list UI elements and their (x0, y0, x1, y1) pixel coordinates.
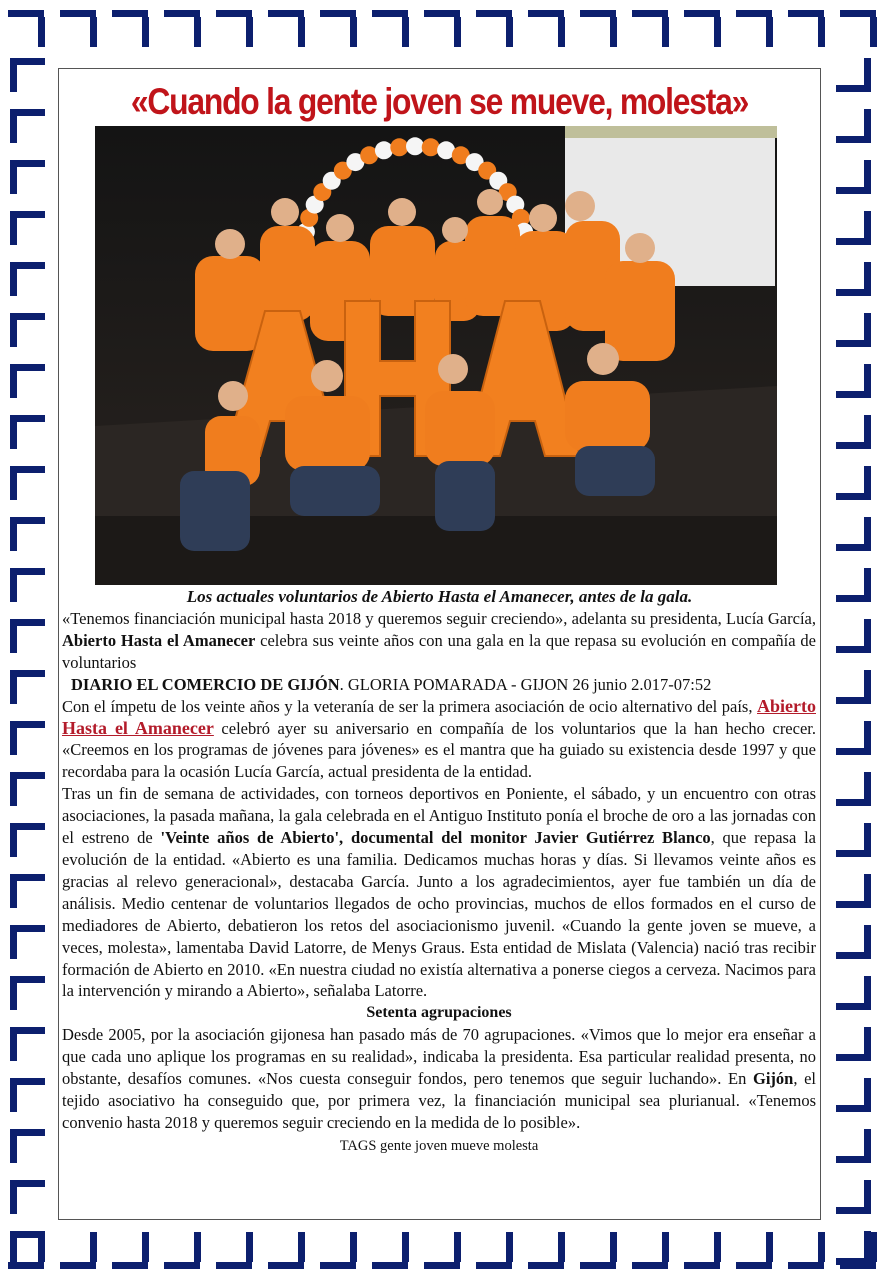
border-bar (17, 823, 45, 830)
org-link[interactable]: Abierto Hasta el Amanecer (62, 695, 816, 738)
border-bar (17, 1129, 45, 1136)
border-bar (558, 1232, 565, 1262)
border-bar (788, 10, 824, 17)
border-bar (836, 952, 864, 959)
border-bar (216, 10, 252, 17)
border-bar (818, 17, 825, 47)
border-bar (580, 10, 616, 17)
paragraph-1 (62, 696, 816, 784)
source-line (62, 674, 816, 696)
city-name: Gijón (752, 1069, 794, 1089)
border-bar (17, 1231, 45, 1238)
border-bar (350, 17, 357, 47)
border-bar (836, 646, 864, 653)
border-bar (112, 10, 148, 17)
border-bar (864, 1078, 871, 1112)
border-bar (17, 109, 45, 116)
paragraph-3-text-2: , el tejido asociativo ha conseguido que, por primera vez, la financiación municipal sea plurianual. «Tenemos convenio hasta 2018 y queremos seguir creciendo en la medida de lo posible». (62, 1069, 816, 1132)
border-bar (836, 340, 864, 347)
border-bar (836, 136, 864, 143)
border-bar (836, 850, 864, 857)
border-bar (90, 1232, 97, 1262)
border-bar (836, 1156, 864, 1163)
documentary-title: 'Veinte años de Abierto', documental del monitor Javier Gutiérrez Blanco (160, 828, 711, 848)
border-bar (864, 874, 871, 908)
border-bar (558, 17, 565, 47)
border-bar (298, 17, 305, 47)
border-bar (632, 1262, 668, 1269)
border-bar (528, 1262, 564, 1269)
border-bar (402, 17, 409, 47)
border-bar (836, 85, 864, 92)
border-bar (17, 874, 45, 881)
border-bar (17, 466, 45, 473)
border-bar (10, 1180, 17, 1214)
border-bar (864, 211, 871, 245)
border-bar (112, 1262, 148, 1269)
border-bar (864, 415, 871, 449)
border-bar (38, 17, 45, 47)
group-photo-icon (95, 126, 777, 585)
border-bar (836, 595, 864, 602)
border-bar (10, 364, 17, 398)
border-bar (372, 10, 408, 17)
border-bar (714, 17, 721, 47)
border-bar (10, 211, 17, 245)
border-bar (476, 1262, 512, 1269)
border-bar (864, 109, 871, 143)
border-bar (17, 670, 45, 677)
border-bar (17, 1078, 45, 1085)
border-bar (194, 17, 201, 47)
border-bar (788, 1262, 824, 1269)
border-bar (10, 568, 17, 602)
border-bar (836, 238, 864, 245)
border-bar (17, 568, 45, 575)
border-bar (17, 58, 45, 65)
border-bar (864, 262, 871, 296)
border-bar (10, 1027, 17, 1061)
paragraph-2-text-2: , que repasa la evolución de la entidad. «Abierto es una familia. Dedicamos muchas horas y días. Si llevamos veinte años es gracias al relevo generacional», destacaba García. Junto a los agradecimientos, ayer fue también un día de análisis. Medio centenar de voluntarios llegados de ocho provincias, muchos de ellos formados en el curso de mediadores de Abierto, debatieron los retos del asociacionismo juvenil. «Cuando la gente joven se mueve, a veces, molesta», lamentaba David Latorre, de Menys Graus. Esta entidad de Mislata (Valencia) nació tras recibir formación de Abierto en 2010. «En nuestra ciudad no existía alternativa a ponerse ciegos a cerveza. Nacimos para la intervención y mirando a Abierto», señalaba Latorre. (62, 828, 816, 1001)
border-bar (372, 1262, 408, 1269)
border-bar (17, 1027, 45, 1034)
border-bar (10, 1078, 17, 1112)
border-bar (142, 17, 149, 47)
border-bar (10, 925, 17, 959)
border-bar (714, 1232, 721, 1262)
paragraph-2 (62, 783, 816, 1002)
border-bar (320, 1262, 356, 1269)
border-bar (10, 58, 17, 92)
border-bar (17, 160, 45, 167)
border-bar (10, 874, 17, 908)
border-bar (298, 1232, 305, 1262)
border-bar (836, 748, 864, 755)
paragraph-1-text-1: Con el ímpetu de los veinte años y la veteranía de ser la primera asociación de ocio alternativo del país, (62, 696, 758, 716)
border-bar (864, 517, 871, 551)
border-bar (10, 823, 17, 857)
border-bar (864, 1180, 871, 1214)
border-bar (836, 799, 864, 806)
article-title: «Cuando la gente joven se mueve, molesta» (130, 81, 749, 122)
border-bar (836, 1105, 864, 1112)
border-bar (506, 17, 513, 47)
border-bar (10, 721, 17, 755)
border-bar (836, 187, 864, 194)
border-bar (864, 1231, 871, 1265)
border-bar (864, 670, 871, 704)
paragraph-1-text-2: celebró ayer su aniversario en compañía de los voluntarios que la han hecho crecer. «Creemos en los programas de jóvenes para jóvenes» es el mantra que ha guiado su existencia desde 1997 y que recordaba para la ocasión Lucía García, actual presidenta de la entidad. (62, 718, 816, 782)
border-bar (864, 58, 871, 92)
balloon (406, 137, 424, 155)
border-bar (864, 823, 871, 857)
border-bar (246, 1232, 253, 1262)
border-bar (454, 17, 461, 47)
border-bar (268, 10, 304, 17)
border-bar (17, 619, 45, 626)
border-bar (10, 976, 17, 1010)
border-bar (528, 10, 564, 17)
border-bar (402, 1232, 409, 1262)
border-bar (216, 1262, 252, 1269)
border-bar (268, 1262, 304, 1269)
border-bar (662, 1232, 669, 1262)
group-photo (95, 126, 777, 585)
border-bar (870, 17, 877, 47)
border-bar (90, 17, 97, 47)
border-bar (864, 313, 871, 347)
border-bar (320, 10, 356, 17)
tags-line: TAGS gente joven mueve molesta (339, 1137, 539, 1154)
border-bar (610, 17, 617, 47)
byline: . GLORIA POMARADA - GIJON 26 junio 2.017-07:52 (339, 674, 712, 694)
border-bar (10, 466, 17, 500)
border-bar (10, 619, 17, 653)
border-bar (424, 10, 460, 17)
border-bar (836, 697, 864, 704)
balloon (422, 138, 440, 156)
border-bar (506, 1232, 513, 1262)
border-bar (684, 10, 720, 17)
border-bar (864, 568, 871, 602)
border-bar (836, 544, 864, 551)
article-body (62, 608, 816, 1158)
border-bar (142, 1232, 149, 1262)
border-bar (17, 415, 45, 422)
border-bar (350, 1232, 357, 1262)
border-bar (818, 1232, 825, 1262)
photo-caption: Los actuales voluntarios de Abierto Hasta el Amanecer, antes de la gala. (186, 587, 693, 606)
border-bar (766, 1232, 773, 1262)
border-bar (10, 1129, 17, 1163)
newspaper-name: DIARIO EL COMERCIO DE GIJÓN (71, 674, 340, 694)
border-bar (17, 262, 45, 269)
border-bar (662, 17, 669, 47)
border-bar (864, 160, 871, 194)
paragraph-2-text-1: Tras un fin de semana de actividades, con torneos deportivos en Poniente, el sábado, y un encuentro con otras asociaciones, la pasada mañana, la gala celebrada en el Antiguo Instituto ponía el broche de oro a las jornadas con el estreno de (62, 784, 816, 848)
border-bar (684, 1262, 720, 1269)
border-bar (864, 925, 871, 959)
border-bar (10, 313, 17, 347)
border-bar (632, 10, 668, 17)
balloon (375, 141, 393, 159)
border-bar (17, 211, 45, 218)
border-bar (10, 160, 17, 194)
border-bar (766, 17, 773, 47)
border-bar (870, 1232, 877, 1262)
border-bar (836, 1003, 864, 1010)
paragraph-3-text-1: Desde 2005, por la asociación gijonesa han pasado más de 70 agrupaciones. «Vimos que lo mejor era enseñar a que cada uno aplique los programas en su realidad», indicaba la presidenta. Esa particular realidad presenta, no obstante, desafíos comunes. «Nos cuesta conseguir fondos, pero tenemos que seguir luchando». En (62, 1025, 816, 1089)
border-bar (840, 10, 876, 17)
border-bar (836, 442, 864, 449)
border-bar (10, 262, 17, 296)
paragraph-3 (62, 1024, 816, 1134)
border-bar (164, 1262, 200, 1269)
balloon (390, 138, 408, 156)
lead-org-name: Abierto Hasta el Amanecer (62, 630, 256, 650)
border-bar (17, 1180, 45, 1187)
border-bar (60, 1262, 96, 1269)
border-bar (10, 772, 17, 806)
border-bar (836, 289, 864, 296)
border-bar (836, 391, 864, 398)
border-bar (736, 1262, 772, 1269)
border-bar (864, 1129, 871, 1163)
border-bar (864, 976, 871, 1010)
border-bar (17, 976, 45, 983)
border-bar (10, 109, 17, 143)
border-bar (10, 517, 17, 551)
border-bar (476, 10, 512, 17)
border-bar (424, 1262, 460, 1269)
border-bar (610, 1232, 617, 1262)
border-bar (736, 10, 772, 17)
border-bar (864, 466, 871, 500)
article-page (58, 68, 821, 1220)
border-bar (17, 772, 45, 779)
border-bar (864, 721, 871, 755)
border-bar (17, 313, 45, 320)
border-bar (17, 364, 45, 371)
border-bar (580, 1262, 616, 1269)
border-bar (864, 772, 871, 806)
border-bar (194, 1232, 201, 1262)
border-bar (17, 517, 45, 524)
border-bar (836, 1258, 864, 1265)
border-bar (17, 925, 45, 932)
border-bar (836, 493, 864, 500)
border-bar (864, 1027, 871, 1061)
border-bar (246, 17, 253, 47)
lead-paragraph (62, 608, 816, 674)
border-bar (864, 619, 871, 653)
border-bar (10, 1231, 17, 1265)
border-bar (864, 364, 871, 398)
lead-text-1: «Tenemos financiación municipal hasta 2018 y queremos seguir creciendo», adelanta su presidenta, Lucía García, (62, 609, 816, 628)
border-bar (836, 901, 864, 908)
border-bar (836, 1207, 864, 1214)
border-bar (836, 1054, 864, 1061)
border-bar (60, 10, 96, 17)
border-bar (454, 1232, 461, 1262)
border-bar (8, 10, 44, 17)
border-bar (10, 670, 17, 704)
section-subheading: Setenta agrupaciones (366, 1004, 512, 1022)
border-bar (17, 721, 45, 728)
border-bar (164, 10, 200, 17)
border-bar (10, 415, 17, 449)
lead-text-2: celebra sus veinte años con una gala en la que repasa su evolución en compañía de voluntarios (62, 630, 816, 672)
